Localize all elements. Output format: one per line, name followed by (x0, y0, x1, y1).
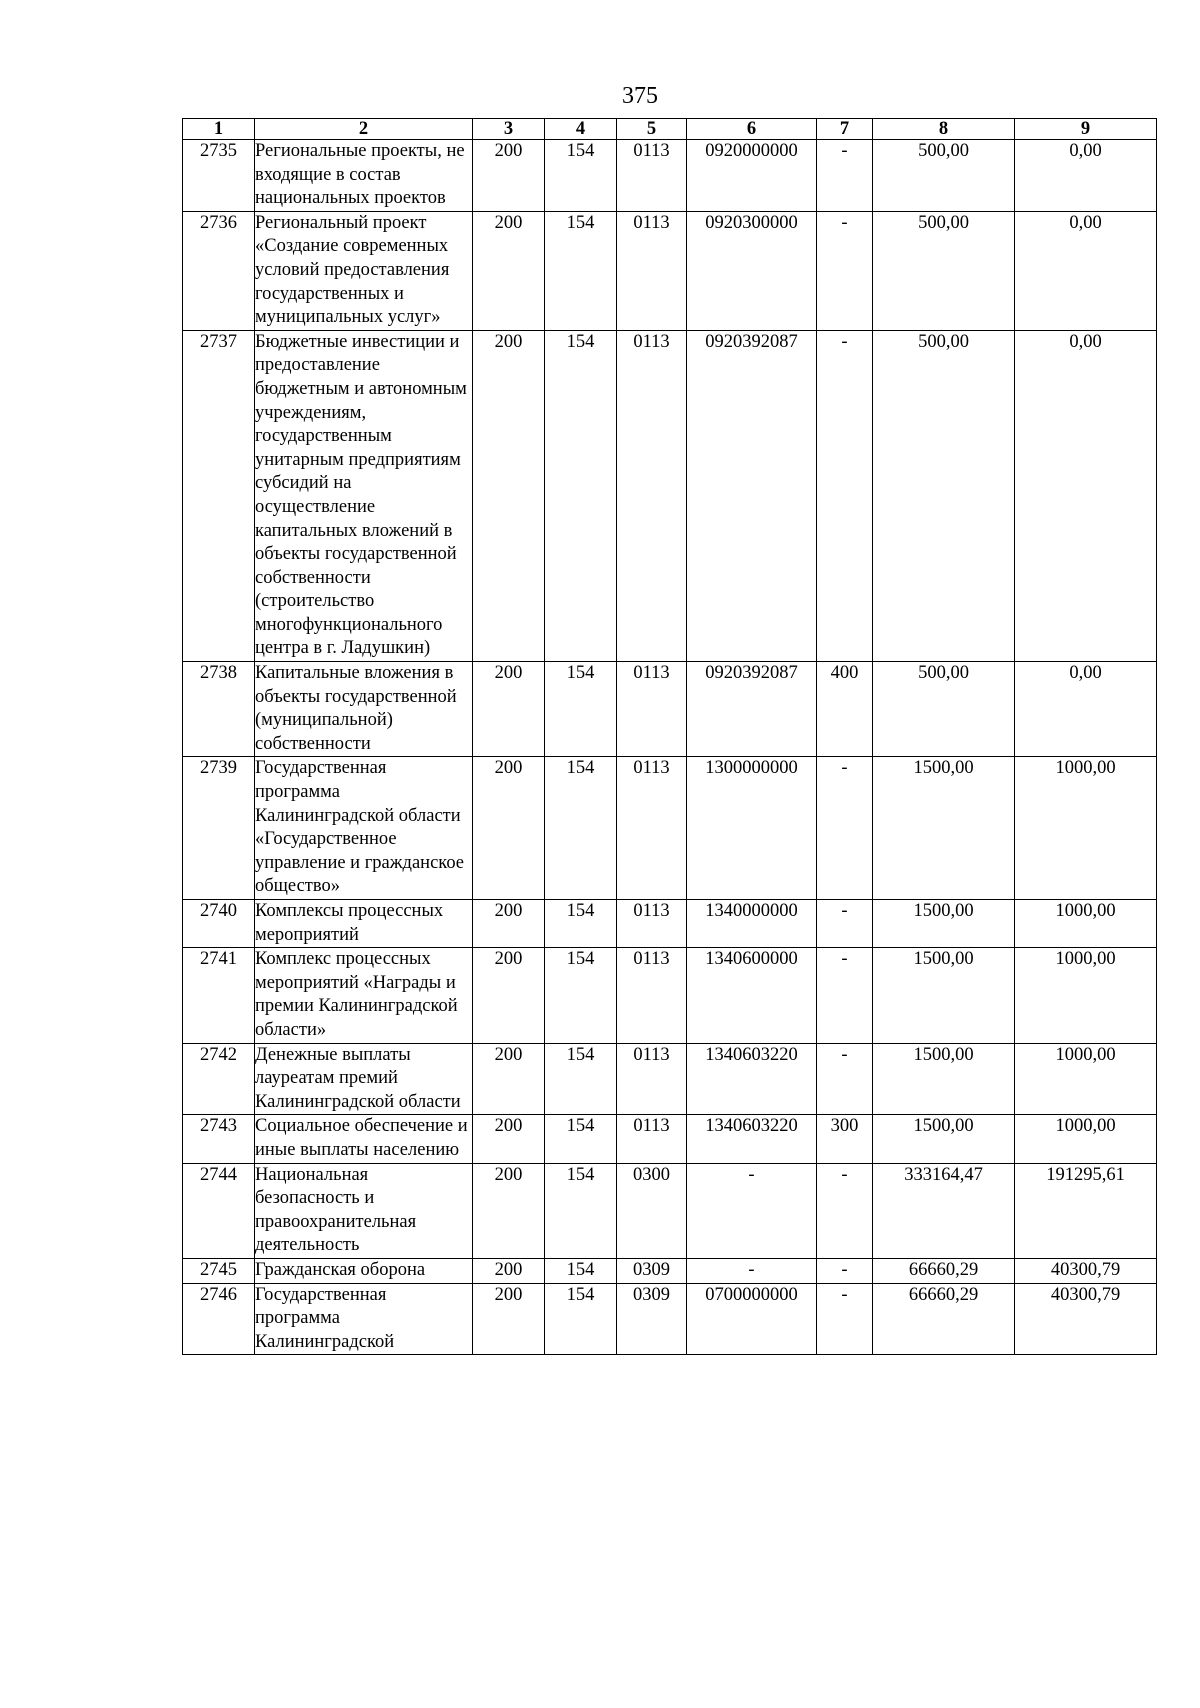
cell-col9: 1000,00 (1015, 900, 1157, 948)
row-name: Гражданская оборона (255, 1258, 473, 1283)
cell-col8: 1500,00 (873, 1043, 1015, 1115)
cell-col5: 0300 (617, 1163, 687, 1258)
cell-col4: 154 (545, 1163, 617, 1258)
column-header: 5 (617, 119, 687, 140)
cell-col7: - (817, 1258, 873, 1283)
column-header: 7 (817, 119, 873, 140)
row-name: Региональный проект «Создание современных условий предоставления государственных и муниципальных услуг» (255, 211, 473, 330)
cell-col3: 200 (473, 1258, 545, 1283)
cell-col7: - (817, 757, 873, 900)
row-number: 2741 (183, 948, 255, 1043)
table-row (183, 900, 1157, 948)
cell-col9: 1000,00 (1015, 1043, 1157, 1115)
cell-col3: 200 (473, 662, 545, 757)
cell-col9: 0,00 (1015, 330, 1157, 661)
cell-col5: 0113 (617, 1115, 687, 1163)
cell-col6: 0920000000 (687, 140, 817, 212)
cell-col8: 1500,00 (873, 948, 1015, 1043)
cell-col4: 154 (545, 757, 617, 900)
cell-col6: 1340603220 (687, 1115, 817, 1163)
cell-col6: 0920392087 (687, 330, 817, 661)
cell-col7: 300 (817, 1115, 873, 1163)
row-number: 2736 (183, 211, 255, 330)
cell-col6: - (687, 1258, 817, 1283)
cell-col5: 0113 (617, 330, 687, 661)
cell-col7: - (817, 211, 873, 330)
cell-col5: 0113 (617, 211, 687, 330)
cell-col3: 200 (473, 1283, 545, 1355)
column-header: 4 (545, 119, 617, 140)
cell-col3: 200 (473, 900, 545, 948)
cell-col7: - (817, 900, 873, 948)
cell-col4: 154 (545, 662, 617, 757)
cell-col6: 1340603220 (687, 1043, 817, 1115)
row-number: 2737 (183, 330, 255, 661)
row-number: 2746 (183, 1283, 255, 1355)
cell-col4: 154 (545, 1115, 617, 1163)
budget-table (182, 118, 1157, 1355)
cell-col5: 0113 (617, 140, 687, 212)
cell-col4: 154 (545, 211, 617, 330)
cell-col8: 1500,00 (873, 900, 1015, 948)
cell-col7: - (817, 1283, 873, 1355)
table-row (183, 757, 1157, 900)
cell-col5: 0113 (617, 662, 687, 757)
cell-col6: 0700000000 (687, 1283, 817, 1355)
cell-col8: 1500,00 (873, 757, 1015, 900)
cell-col3: 200 (473, 948, 545, 1043)
cell-col5: 0113 (617, 1043, 687, 1115)
cell-col9: 191295,61 (1015, 1163, 1157, 1258)
cell-col4: 154 (545, 948, 617, 1043)
cell-col6: 0920300000 (687, 211, 817, 330)
cell-col9: 40300,79 (1015, 1283, 1157, 1355)
row-name: Комплексы процессных мероприятий (255, 900, 473, 948)
table-row (183, 1163, 1157, 1258)
cell-col6: 1340000000 (687, 900, 817, 948)
table-row (183, 211, 1157, 330)
row-name: Государственная программа Калининградской (255, 1283, 473, 1355)
cell-col8: 500,00 (873, 140, 1015, 212)
row-number: 2742 (183, 1043, 255, 1115)
column-header: 8 (873, 119, 1015, 140)
header-row (183, 119, 1157, 140)
cell-col7: - (817, 140, 873, 212)
row-number: 2743 (183, 1115, 255, 1163)
column-header: 9 (1015, 119, 1157, 140)
cell-col5: 0113 (617, 900, 687, 948)
cell-col4: 154 (545, 330, 617, 661)
cell-col9: 40300,79 (1015, 1258, 1157, 1283)
table-row (183, 1115, 1157, 1163)
cell-col7: - (817, 330, 873, 661)
cell-col7: - (817, 948, 873, 1043)
page-number: 375 (622, 83, 658, 109)
cell-col9: 1000,00 (1015, 757, 1157, 900)
row-number: 2740 (183, 900, 255, 948)
cell-col3: 200 (473, 757, 545, 900)
table-row (183, 330, 1157, 661)
cell-col6: 1340600000 (687, 948, 817, 1043)
row-number: 2738 (183, 662, 255, 757)
cell-col7: - (817, 1163, 873, 1258)
cell-col5: 0113 (617, 948, 687, 1043)
cell-col9: 0,00 (1015, 662, 1157, 757)
cell-col9: 1000,00 (1015, 1115, 1157, 1163)
row-name: Капитальные вложения в объекты государственной (муниципальной) собственности (255, 662, 473, 757)
cell-col4: 154 (545, 140, 617, 212)
cell-col3: 200 (473, 330, 545, 661)
row-name: Социальное обеспечение и иные выплаты населению (255, 1115, 473, 1163)
row-name: Государственная программа Калининградской области «Государственное управление и гражданское общество» (255, 757, 473, 900)
row-name: Комплекс процессных мероприятий «Награды и премии Калининградской области» (255, 948, 473, 1043)
cell-col3: 200 (473, 140, 545, 212)
cell-col3: 200 (473, 1043, 545, 1115)
cell-col9: 0,00 (1015, 211, 1157, 330)
row-number: 2735 (183, 140, 255, 212)
row-name: Региональные проекты, не входящие в состав национальных проектов (255, 140, 473, 212)
row-name: Национальная безопасность и правоохранительная деятельность (255, 1163, 473, 1258)
cell-col8: 333164,47 (873, 1163, 1015, 1258)
cell-col7: - (817, 1043, 873, 1115)
cell-col8: 1500,00 (873, 1115, 1015, 1163)
row-number: 2739 (183, 757, 255, 900)
cell-col8: 500,00 (873, 330, 1015, 661)
column-header: 3 (473, 119, 545, 140)
table-row (183, 948, 1157, 1043)
cell-col9: 1000,00 (1015, 948, 1157, 1043)
table-row (183, 1043, 1157, 1115)
row-number: 2745 (183, 1258, 255, 1283)
cell-col3: 200 (473, 211, 545, 330)
column-header: 2 (255, 119, 473, 140)
row-name: Денежные выплаты лауреатам премий Калининградской области (255, 1043, 473, 1115)
cell-col8: 66660,29 (873, 1258, 1015, 1283)
table-row (183, 140, 1157, 212)
cell-col5: 0113 (617, 757, 687, 900)
cell-col8: 66660,29 (873, 1283, 1015, 1355)
cell-col3: 200 (473, 1115, 545, 1163)
table-row (183, 1258, 1157, 1283)
cell-col8: 500,00 (873, 662, 1015, 757)
cell-col3: 200 (473, 1163, 545, 1258)
cell-col9: 0,00 (1015, 140, 1157, 212)
cell-col6: 0920392087 (687, 662, 817, 757)
cell-col4: 154 (545, 1043, 617, 1115)
cell-col4: 154 (545, 1258, 617, 1283)
column-header: 1 (183, 119, 255, 140)
row-number: 2744 (183, 1163, 255, 1258)
cell-col5: 0309 (617, 1258, 687, 1283)
cell-col5: 0309 (617, 1283, 687, 1355)
cell-col4: 154 (545, 1283, 617, 1355)
table-row (183, 662, 1157, 757)
cell-col6: - (687, 1163, 817, 1258)
table-row (183, 1283, 1157, 1355)
row-name: Бюджетные инвестиции и предоставление бюджетным и автономным учреждениям, государственным унитарным предприятиям субсидий на осуществление капитальных вложений в объекты государственной собственности (строительство многофункционального центра в г. Ладушкин) (255, 330, 473, 661)
cell-col6: 1300000000 (687, 757, 817, 900)
cell-col4: 154 (545, 900, 617, 948)
cell-col8: 500,00 (873, 211, 1015, 330)
column-header: 6 (687, 119, 817, 140)
cell-col7: 400 (817, 662, 873, 757)
